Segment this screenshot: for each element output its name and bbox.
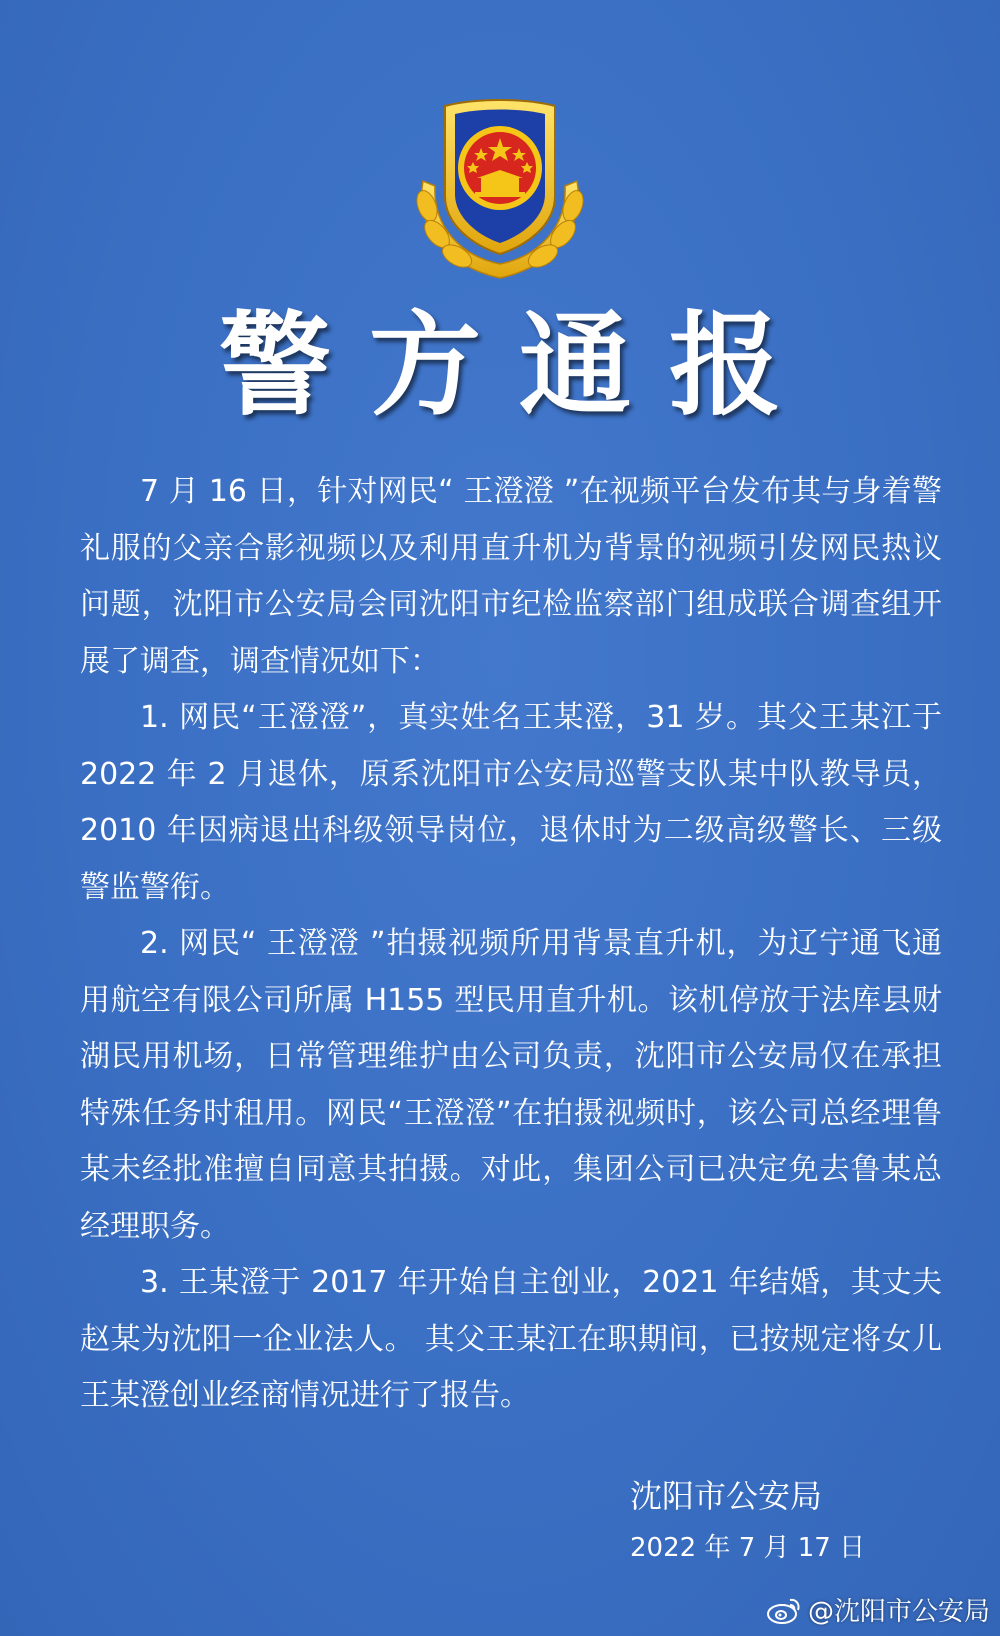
weibo-icon — [766, 1595, 802, 1625]
signature: 沈阳市公安局 — [630, 1477, 823, 1515]
page-title: 警方通报 — [219, 300, 819, 431]
watermark — [766, 1591, 990, 1628]
notice-body — [80, 464, 942, 1425]
paragraph-item-1: 1. 网民“王澄澄”，真实姓名王某澄，31 岁。其父王某江于 2022 年 2 月退休，原系沈阳市公安局巡警支队某中队教导员，2010 年因病退出科级领导岗位，退休时为二级高级警长、三级警监警衔。 — [80, 700, 942, 905]
paragraph-item-2: 2. 网民“ 王澄澄 ”拍摄视频所用背景直升机，为辽宁通飞通用航空有限公司所属 H155 型民用直升机。该机停放于法库县财湖民用机场，日常管理维护由公司负责，沈阳市公安局仅在承担特殊任务时租用。网民“王澄澄”在拍摄视频时，该公司总经理鲁某未经批准擅自同意其拍摄。对此，集团公司已决定免去鲁某总经理职务。 — [80, 926, 942, 1244]
paragraph-item-3: 3. 王某澄于 2017 年开始自主创业，2021 年结婚，其丈夫赵某为沈阳一企业法人。 其父王某江在职期间，已按规定将女儿王某澄创业经商情况进行了报告。 — [80, 1265, 942, 1413]
watermark-text: @沈阳市公安局 — [807, 1597, 990, 1627]
paragraph-intro: 7 月 16 日，针对网民“ 王澄澄 ”在视频平台发布其与身着警礼服的父亲合影视频以及利用直升机为背景的视频引发网民热议问题，沈阳市公安局会同沈阳市纪检监察部门组成联合调查组开展了调查，调查情况如下： — [80, 474, 942, 679]
issue-date: 2022 年 7 月 17 日 — [630, 1533, 866, 1563]
police-emblem-icon — [405, 86, 595, 286]
